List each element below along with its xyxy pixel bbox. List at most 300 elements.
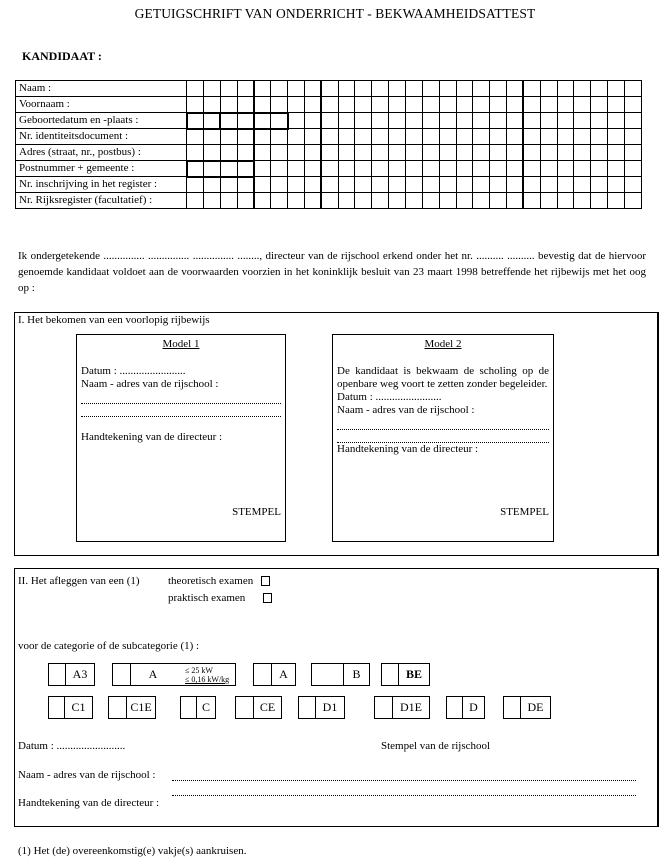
candidate-char-cell[interactable]	[304, 97, 321, 113]
candidate-char-cell[interactable]	[557, 145, 574, 161]
candidate-char-cell[interactable]	[304, 193, 321, 209]
candidate-char-cell[interactable]	[422, 145, 439, 161]
candidate-char-cell[interactable]	[304, 145, 321, 161]
candidate-char-cell[interactable]	[237, 145, 254, 161]
candidate-char-cell[interactable]	[574, 145, 591, 161]
category-A-checkbox[interactable]	[254, 664, 272, 685]
candidate-char-cell[interactable]	[540, 193, 557, 209]
category-D1E-label: D1E	[400, 700, 422, 714]
candidate-char-cell[interactable]	[288, 97, 305, 113]
candidate-char-cell[interactable]	[237, 161, 254, 177]
candidate-char-cell[interactable]	[507, 97, 524, 113]
model2-heading: Model 2	[424, 338, 462, 350]
candidate-char-cell[interactable]	[523, 145, 540, 161]
candidate-char-cell[interactable]	[456, 145, 473, 161]
candidate-char-cell[interactable]	[237, 193, 254, 209]
candidate-char-cell[interactable]	[405, 129, 422, 145]
candidate-char-cell[interactable]	[439, 161, 456, 177]
candidate-char-cell[interactable]	[203, 161, 220, 177]
candidate-char-cell[interactable]	[389, 97, 406, 113]
candidate-char-cell[interactable]	[507, 113, 524, 129]
candidate-char-cell[interactable]	[338, 97, 355, 113]
candidate-char-cell[interactable]	[439, 113, 456, 129]
candidate-char-cell[interactable]	[422, 97, 439, 113]
candidate-char-cell[interactable]	[271, 177, 288, 193]
candidate-char-cell[interactable]	[624, 129, 641, 145]
candidate-char-cell[interactable]	[490, 97, 507, 113]
candidate-row	[16, 97, 642, 113]
candidate-char-cell[interactable]	[540, 81, 557, 97]
candidate-char-cell[interactable]	[456, 193, 473, 209]
candidate-char-cell[interactable]	[203, 145, 220, 161]
theoretical-checkbox[interactable]	[261, 576, 270, 586]
candidate-char-cell[interactable]	[237, 129, 254, 145]
candidate-char-cell[interactable]	[591, 193, 608, 209]
candidate-char-cell[interactable]	[355, 129, 372, 145]
practical-checkbox[interactable]	[263, 593, 272, 603]
candidate-char-cell[interactable]	[624, 81, 641, 97]
category-B-checkbox[interactable]	[312, 664, 344, 685]
candidate-row	[16, 129, 642, 145]
candidate-char-cell[interactable]	[422, 177, 439, 193]
candidate-char-cell[interactable]	[490, 81, 507, 97]
candidate-char-cell[interactable]	[507, 193, 524, 209]
exam-option-theoretical[interactable]	[168, 575, 270, 587]
candidate-char-cell[interactable]	[321, 129, 338, 145]
candidate-char-cell[interactable]	[271, 145, 288, 161]
candidate-char-cell[interactable]	[254, 161, 271, 177]
candidate-char-cell[interactable]	[540, 145, 557, 161]
candidate-char-cell[interactable]	[237, 113, 254, 129]
candidate-row-label: Voornaam :	[16, 97, 187, 113]
candidate-char-cell[interactable]	[405, 81, 422, 97]
candidate-char-cell[interactable]	[338, 177, 355, 193]
candidate-char-cell[interactable]	[372, 81, 389, 97]
category-A-box[interactable]	[253, 663, 296, 686]
candidate-char-cell[interactable]	[456, 97, 473, 113]
candidate-char-cell[interactable]	[507, 129, 524, 145]
candidate-char-cell[interactable]	[220, 97, 237, 113]
exam-option-theoretical-label: theoretisch examen	[168, 575, 254, 587]
candidate-char-cell[interactable]	[405, 193, 422, 209]
candidate-char-cell[interactable]	[372, 193, 389, 209]
category-A3-box[interactable]	[48, 663, 95, 686]
candidate-char-cell[interactable]	[254, 113, 271, 129]
candidate-char-cell[interactable]	[523, 97, 540, 113]
category-A-limited-box[interactable]	[112, 663, 236, 686]
candidate-char-cell[interactable]	[187, 129, 204, 145]
candidate-char-cell[interactable]	[540, 113, 557, 129]
candidate-char-cell[interactable]	[608, 161, 625, 177]
candidate-char-cell[interactable]	[591, 145, 608, 161]
candidate-char-cell[interactable]	[422, 129, 439, 145]
footnote: (1) Het (de) overeenkomstig(e) vakje(s) aankruisen.	[18, 845, 247, 857]
candidate-char-cell[interactable]	[557, 193, 574, 209]
candidate-char-cell[interactable]	[574, 97, 591, 113]
section2-stamp-label: Stempel van de rijschool	[381, 740, 491, 752]
candidate-char-cell[interactable]	[203, 113, 220, 129]
category-D1-label: D1	[322, 700, 338, 714]
candidate-char-cell[interactable]	[608, 129, 625, 145]
candidate-char-cell[interactable]	[574, 113, 591, 129]
model2-statement: De kandidaat is bekwaam de scholing op de openbare weg voort te zetten zonder begeleider.	[337, 365, 549, 390]
candidate-row	[16, 177, 642, 193]
category-BE-box[interactable]	[381, 663, 430, 686]
candidate-char-cell[interactable]	[389, 161, 406, 177]
candidate-char-cell[interactable]	[439, 177, 456, 193]
candidate-char-cell[interactable]	[456, 81, 473, 97]
candidate-char-cell[interactable]	[372, 161, 389, 177]
candidate-char-cell[interactable]	[355, 145, 372, 161]
candidate-char-cell[interactable]	[271, 81, 288, 97]
candidate-row-label: Nr. identiteitsdocument :	[16, 129, 187, 145]
candidate-char-cell[interactable]	[321, 193, 338, 209]
candidate-grid	[15, 80, 642, 209]
category-D1-box[interactable]	[298, 696, 345, 719]
candidate-char-cell[interactable]	[523, 177, 540, 193]
candidate-char-cell[interactable]	[608, 177, 625, 193]
candidate-char-cell[interactable]	[338, 161, 355, 177]
category-C1E-checkbox[interactable]	[109, 697, 127, 718]
candidate-char-cell[interactable]	[574, 193, 591, 209]
category-C1-box[interactable]	[48, 696, 93, 719]
model1-datum-field[interactable]: Datum : ........................	[81, 365, 186, 377]
category-A-limited-checkbox[interactable]	[113, 664, 131, 685]
section2-datum-field[interactable]: Datum : .........................	[18, 740, 126, 752]
candidate-char-cell[interactable]	[254, 177, 271, 193]
candidate-char-cell[interactable]	[523, 193, 540, 209]
candidate-char-cell[interactable]	[338, 145, 355, 161]
section1-title: I. Het bekomen van een voorlopig rijbewijs	[18, 314, 210, 326]
candidate-row-label: Postnummer + gemeente :	[16, 161, 187, 177]
exam-option-practical[interactable]	[168, 592, 272, 604]
model2-datum-field[interactable]: Datum : ........................	[337, 391, 442, 403]
candidate-row	[16, 145, 642, 161]
candidate-char-cell[interactable]	[220, 193, 237, 209]
candidate-char-cell[interactable]	[372, 113, 389, 129]
candidate-char-cell[interactable]	[490, 145, 507, 161]
candidate-char-cell[interactable]	[220, 81, 237, 97]
model2-school-label: Naam - adres van de rijschool :	[337, 404, 475, 416]
candidate-char-cell[interactable]	[271, 193, 288, 209]
candidate-char-cell[interactable]	[557, 113, 574, 129]
candidate-char-cell[interactable]	[288, 129, 305, 145]
candidate-char-cell[interactable]	[187, 177, 204, 193]
section2-school-label: Naam - adres van de rijschool :	[18, 769, 156, 781]
candidate-char-cell[interactable]	[591, 97, 608, 113]
candidate-char-cell[interactable]	[574, 161, 591, 177]
candidate-char-cell[interactable]	[490, 129, 507, 145]
category-D-checkbox[interactable]	[447, 697, 463, 718]
candidate-char-cell[interactable]	[304, 177, 321, 193]
candidate-char-cell[interactable]	[355, 97, 372, 113]
model2-school-line1[interactable]	[337, 417, 549, 430]
candidate-char-cell[interactable]	[187, 97, 204, 113]
category-A-limited-ratio: ≤ 0,16 kW/kg	[185, 675, 230, 684]
candidate-char-cell[interactable]	[220, 129, 237, 145]
candidate-char-cell[interactable]	[405, 113, 422, 129]
candidate-char-cell[interactable]	[574, 177, 591, 193]
candidate-row	[16, 81, 642, 97]
candidate-char-cell[interactable]	[624, 177, 641, 193]
candidate-char-cell[interactable]	[338, 193, 355, 209]
candidate-char-cell[interactable]	[624, 145, 641, 161]
category-C1E-label: C1E	[130, 700, 152, 714]
candidate-char-cell[interactable]	[220, 145, 237, 161]
candidate-char-cell[interactable]	[557, 97, 574, 113]
candidate-char-cell[interactable]	[405, 161, 422, 177]
candidate-char-cell[interactable]	[490, 193, 507, 209]
candidate-char-cell[interactable]	[439, 81, 456, 97]
category-C1E-box[interactable]	[108, 696, 156, 719]
candidate-char-cell[interactable]	[624, 193, 641, 209]
candidate-char-cell[interactable]	[473, 161, 490, 177]
category-CE-checkbox[interactable]	[236, 697, 254, 718]
candidate-char-cell[interactable]	[321, 177, 338, 193]
candidate-char-cell[interactable]	[355, 193, 372, 209]
category-D-label: D	[469, 700, 478, 714]
model1-signature-label: Handtekening van de directeur :	[81, 431, 223, 443]
candidate-char-cell[interactable]	[490, 177, 507, 193]
candidate-char-cell[interactable]	[321, 81, 338, 97]
candidate-char-cell[interactable]	[591, 81, 608, 97]
candidate-char-cell[interactable]	[540, 97, 557, 113]
category-DE-checkbox[interactable]	[504, 697, 521, 718]
candidate-row-label: Geboortedatum en -plaats :	[16, 113, 187, 129]
candidate-char-cell[interactable]	[338, 129, 355, 145]
candidate-char-cell[interactable]	[372, 97, 389, 113]
model2-school-line2[interactable]	[337, 430, 549, 443]
candidate-char-cell[interactable]	[439, 129, 456, 145]
section2-school-line2[interactable]	[172, 794, 636, 796]
candidate-char-cell[interactable]	[456, 113, 473, 129]
candidate-char-cell[interactable]	[338, 113, 355, 129]
candidate-char-cell[interactable]	[187, 193, 204, 209]
candidate-char-cell[interactable]	[203, 177, 220, 193]
candidate-char-cell[interactable]	[523, 81, 540, 97]
candidate-char-cell[interactable]	[473, 177, 490, 193]
candidate-char-cell[interactable]	[389, 145, 406, 161]
candidate-char-cell[interactable]	[540, 161, 557, 177]
model1-stamp-label: STEMPEL	[232, 506, 281, 518]
candidate-char-cell[interactable]	[187, 81, 204, 97]
candidate-char-cell[interactable]	[557, 177, 574, 193]
category-D1E-checkbox[interactable]	[375, 697, 393, 718]
candidate-char-cell[interactable]	[372, 145, 389, 161]
candidate-char-cell[interactable]	[422, 193, 439, 209]
section2-school-line1[interactable]	[172, 779, 636, 781]
candidate-char-cell[interactable]	[254, 81, 271, 97]
candidate-char-cell[interactable]	[574, 129, 591, 145]
candidate-char-cell[interactable]	[237, 81, 254, 97]
candidate-char-cell[interactable]	[422, 161, 439, 177]
candidate-char-cell[interactable]	[254, 97, 271, 113]
candidate-char-cell[interactable]	[591, 113, 608, 129]
candidate-char-cell[interactable]	[608, 193, 625, 209]
candidate-char-cell[interactable]	[187, 145, 204, 161]
declaration-paragraph: Ik ondergetekende ............... ............... ............... ........, directeur van de rijschool erkend onder het nr. .......... .......... bevestig dat de hiervoor genoemde kandidaat voldoet aan de voorwaarden voorzien in het koninklijk besluit van 23 maart 1998 betreffende het rijbewijs met het oog op :	[18, 250, 646, 294]
candidate-char-cell[interactable]	[473, 113, 490, 129]
candidate-char-cell[interactable]	[405, 177, 422, 193]
category-D-box[interactable]	[446, 696, 485, 719]
category-B-box[interactable]	[311, 663, 370, 686]
candidate-char-cell[interactable]	[321, 145, 338, 161]
candidate-char-cell[interactable]	[608, 113, 625, 129]
candidate-char-cell[interactable]	[540, 129, 557, 145]
candidate-char-cell[interactable]	[608, 81, 625, 97]
candidate-char-cell[interactable]	[439, 145, 456, 161]
candidate-char-cell[interactable]	[220, 161, 237, 177]
candidate-char-cell[interactable]	[389, 113, 406, 129]
section2-signature-label: Handtekening van de directeur :	[18, 797, 160, 809]
exam-option-practical-label: praktisch examen	[168, 592, 246, 604]
candidate-char-cell[interactable]	[220, 177, 237, 193]
candidate-row-label: Naam :	[16, 81, 187, 97]
candidate-char-cell[interactable]	[557, 129, 574, 145]
candidate-char-cell[interactable]	[456, 161, 473, 177]
candidate-char-cell[interactable]	[490, 161, 507, 177]
candidate-char-cell[interactable]	[254, 193, 271, 209]
model2-signature-label: Handtekening van de directeur :	[337, 443, 479, 455]
candidate-char-cell[interactable]	[574, 81, 591, 97]
category-A3-checkbox[interactable]	[49, 664, 66, 685]
candidate-char-cell[interactable]	[304, 81, 321, 97]
candidate-char-cell[interactable]	[187, 161, 204, 177]
candidate-char-cell[interactable]	[456, 129, 473, 145]
candidate-char-cell[interactable]	[271, 161, 288, 177]
model1-school-label: Naam - adres van de rijschool :	[81, 378, 219, 390]
candidate-char-cell[interactable]	[523, 113, 540, 129]
candidate-char-cell[interactable]	[271, 129, 288, 145]
model1-heading: Model 1	[162, 338, 200, 350]
category-BE-checkbox[interactable]	[382, 664, 399, 685]
model2-stamp-label: STEMPEL	[500, 506, 549, 518]
category-C-label: C	[201, 700, 210, 714]
candidate-char-cell[interactable]	[288, 177, 305, 193]
candidate-row	[16, 161, 642, 177]
candidate-char-cell[interactable]	[624, 113, 641, 129]
candidate-char-cell[interactable]	[304, 113, 321, 129]
candidate-char-cell[interactable]	[389, 177, 406, 193]
category-A3-label: A3	[72, 667, 88, 681]
candidate-char-cell[interactable]	[355, 161, 372, 177]
candidate-char-cell[interactable]	[220, 113, 237, 129]
candidate-char-cell[interactable]	[271, 97, 288, 113]
candidate-char-cell[interactable]	[254, 145, 271, 161]
category-DE-label: DE	[527, 700, 544, 714]
category-D1E-box[interactable]	[374, 696, 430, 719]
candidate-char-cell[interactable]	[540, 177, 557, 193]
candidate-char-cell[interactable]	[507, 81, 524, 97]
candidate-char-cell[interactable]	[372, 129, 389, 145]
candidate-char-cell[interactable]	[439, 193, 456, 209]
candidate-char-cell[interactable]	[473, 97, 490, 113]
category-CE-box[interactable]	[235, 696, 282, 719]
candidate-char-cell[interactable]	[237, 97, 254, 113]
candidate-char-cell[interactable]	[473, 193, 490, 209]
candidate-char-cell[interactable]	[591, 161, 608, 177]
candidate-char-cell[interactable]	[389, 129, 406, 145]
candidate-char-cell[interactable]	[321, 113, 338, 129]
candidate-char-cell[interactable]	[389, 81, 406, 97]
candidate-char-cell[interactable]	[507, 161, 524, 177]
candidate-char-cell[interactable]	[321, 97, 338, 113]
candidate-char-cell[interactable]	[372, 177, 389, 193]
candidate-char-cell[interactable]	[591, 129, 608, 145]
candidate-char-cell[interactable]	[304, 161, 321, 177]
candidate-char-cell[interactable]	[473, 81, 490, 97]
candidate-char-cell[interactable]	[456, 177, 473, 193]
candidate-char-cell[interactable]	[557, 81, 574, 97]
candidate-char-cell[interactable]	[608, 97, 625, 113]
candidate-row-label: Adres (straat, nr., postbus) :	[16, 145, 187, 161]
category-A-label: A	[279, 667, 288, 681]
candidate-char-cell[interactable]	[608, 145, 625, 161]
candidate-char-cell[interactable]	[203, 81, 220, 97]
candidate-char-cell[interactable]	[405, 97, 422, 113]
candidate-char-cell[interactable]	[557, 161, 574, 177]
candidate-char-cell[interactable]	[203, 129, 220, 145]
candidate-char-cell[interactable]	[288, 161, 305, 177]
candidate-char-cell[interactable]	[203, 193, 220, 209]
candidate-char-cell[interactable]	[288, 81, 305, 97]
category-DE-box[interactable]	[503, 696, 551, 719]
candidate-char-cell[interactable]	[389, 193, 406, 209]
candidate-char-cell[interactable]	[624, 97, 641, 113]
candidate-char-cell[interactable]	[422, 113, 439, 129]
candidate-row-label: Nr. Rijksregister (facultatief) :	[16, 193, 187, 209]
model1-school-line2[interactable]	[81, 404, 281, 417]
candidate-char-cell[interactable]	[187, 113, 204, 129]
candidate-char-cell[interactable]	[237, 177, 254, 193]
category-D1-checkbox[interactable]	[299, 697, 316, 718]
candidate-char-cell[interactable]	[355, 113, 372, 129]
candidate-char-cell[interactable]	[473, 145, 490, 161]
candidate-char-cell[interactable]	[490, 113, 507, 129]
candidate-char-cell[interactable]	[591, 177, 608, 193]
candidate-char-cell[interactable]	[288, 113, 305, 129]
candidate-char-cell[interactable]	[203, 97, 220, 113]
section2-title: II. Het afleggen van een (1)	[18, 575, 140, 587]
model2-box	[332, 334, 554, 542]
candidate-char-cell[interactable]	[507, 177, 524, 193]
category-C-box[interactable]	[180, 696, 216, 719]
category-C1-checkbox[interactable]	[49, 697, 65, 718]
candidate-char-cell[interactable]	[338, 81, 355, 97]
candidate-char-cell[interactable]	[271, 113, 288, 129]
candidate-char-cell[interactable]	[355, 81, 372, 97]
candidate-char-cell[interactable]	[254, 129, 271, 145]
candidate-char-cell[interactable]	[405, 145, 422, 161]
category-A-limited-power: ≤ 25 kW	[185, 666, 213, 675]
candidate-char-cell[interactable]	[288, 193, 305, 209]
candidate-char-cell[interactable]	[473, 129, 490, 145]
candidate-char-cell[interactable]	[422, 81, 439, 97]
category-prompt: voor de categorie of de subcategorie (1) :	[18, 640, 200, 652]
candidate-char-cell[interactable]	[523, 161, 540, 177]
candidate-char-cell[interactable]	[304, 129, 321, 145]
candidate-char-cell[interactable]	[523, 129, 540, 145]
candidate-char-cell[interactable]	[288, 145, 305, 161]
candidate-row	[16, 113, 642, 129]
candidate-char-cell[interactable]	[507, 145, 524, 161]
candidate-char-cell[interactable]	[439, 97, 456, 113]
candidate-char-cell[interactable]	[321, 161, 338, 177]
candidate-char-cell[interactable]	[624, 161, 641, 177]
candidate-char-cell[interactable]	[355, 177, 372, 193]
model1-school-line1[interactable]	[81, 391, 281, 404]
category-C-checkbox[interactable]	[181, 697, 197, 718]
